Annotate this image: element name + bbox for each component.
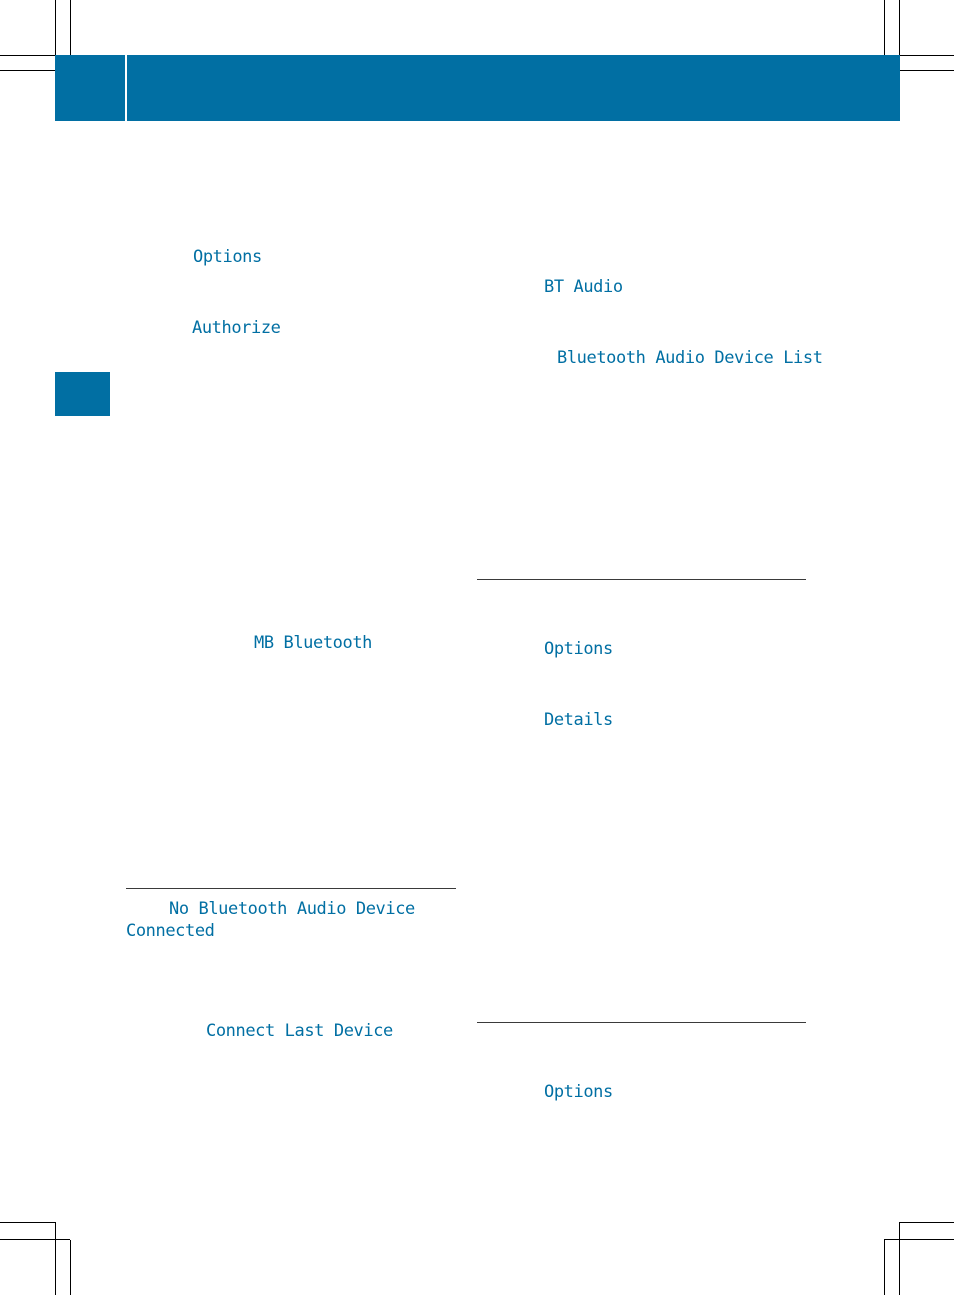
crop-mark-bottom-left-h	[0, 1222, 55, 1223]
crop-mark-top-right-h2	[900, 70, 954, 71]
crop-mark-top-right-h	[900, 55, 954, 56]
chapter-thumb-tab	[55, 372, 110, 416]
crop-mark-bottom-right-h2	[884, 1239, 954, 1240]
keyword-device-list: Bluetooth Audio Device List	[557, 348, 823, 368]
crop-mark-bottom-left-v2	[70, 1240, 71, 1295]
crop-mark-top-left-h	[0, 55, 55, 56]
keyword-connect-last-device: Connect Last Device	[206, 1021, 393, 1041]
crop-mark-top-left-v2	[70, 0, 71, 55]
header-divider	[125, 55, 127, 121]
keyword-details: Details	[544, 710, 613, 730]
crop-mark-top-left-h2	[0, 70, 55, 71]
keyword-mb-bluetooth: MB Bluetooth	[254, 633, 373, 653]
header-band	[55, 55, 900, 121]
crop-mark-top-right-v2	[899, 0, 900, 55]
section-rule-left	[126, 888, 456, 889]
section-rule-right-2	[477, 1022, 806, 1023]
crop-mark-bottom-right-v2	[899, 1222, 900, 1295]
crop-mark-bottom-right-h	[899, 1222, 954, 1223]
crop-mark-bottom-left-h2	[0, 1239, 70, 1240]
crop-mark-bottom-left-v	[55, 1222, 56, 1295]
header-chapter-tab	[55, 55, 125, 121]
keyword-options-3: Options	[544, 1082, 613, 1102]
crop-mark-top-right-v	[884, 0, 885, 55]
keyword-no-device-line1: No Bluetooth Audio Device	[169, 899, 415, 919]
crop-mark-top-left-v	[55, 0, 56, 55]
keyword-options-1: Options	[193, 247, 262, 267]
keyword-authorize: Authorize	[192, 318, 281, 338]
keyword-options-2: Options	[544, 639, 613, 659]
section-rule-right-1	[477, 579, 806, 580]
crop-mark-bottom-right-v	[884, 1240, 885, 1295]
keyword-bt-audio: BT Audio	[544, 277, 623, 297]
keyword-no-device-line2: Connected	[126, 921, 215, 941]
